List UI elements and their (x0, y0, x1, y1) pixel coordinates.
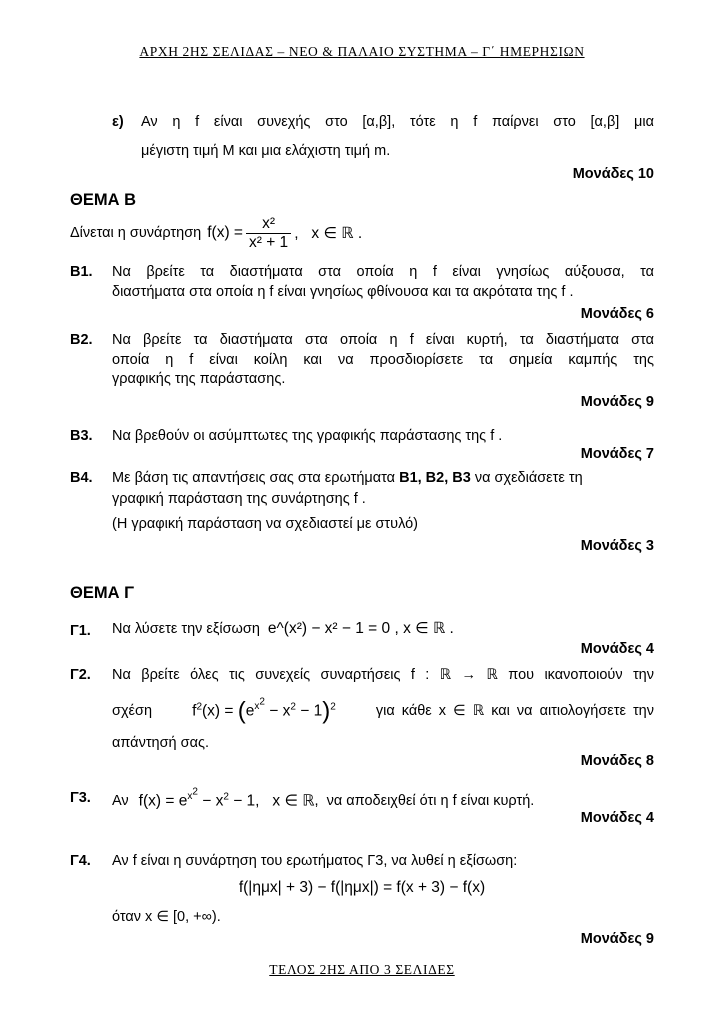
b2-label: Β2. (70, 332, 93, 348)
b2-marks: Μονάδες 9 (580, 394, 654, 410)
g4-line1: Αν f είναι η συνάρτηση του ερωτήματος Γ3, να λυθεί η εξίσωση: (112, 853, 518, 869)
item-e-line1: Αν η f είναι συνεχής στο [α,β], τότε η f παίρνει στο [α,β] μια (141, 114, 654, 130)
g1-text: Να λύσετε την εξίσωση (112, 621, 260, 637)
b3-label: Β3. (70, 428, 93, 444)
item-e-marks: Μονάδες 10 (572, 166, 654, 182)
item-e-label: ε) (112, 114, 124, 130)
g2-line2 (112, 697, 654, 725)
b2-line3: γραφικής της παράστασης. (112, 371, 286, 387)
function-fraction (246, 215, 291, 252)
function-lhs: f(x) = (207, 224, 243, 241)
b4-line1-pre: Με βάση τις απαντήσεις σας στα ερωτήματα (112, 470, 400, 486)
g2-label: Γ2. (70, 667, 91, 683)
g3-marks: Μονάδες 4 (580, 810, 654, 826)
b4-line1-post: να σχεδιάσετε τη (470, 470, 583, 486)
b4-line1 (112, 470, 654, 486)
b4-marks: Μονάδες 3 (580, 538, 654, 554)
fraction-denominator: x² + 1 (248, 233, 289, 251)
g2-line3: απάντησή σας. (112, 735, 209, 751)
b4-line3: (Η γραφική παράσταση να σχεδιαστεί με στυλό) (112, 516, 419, 532)
g4-marks: Μονάδες 9 (580, 931, 654, 947)
b1-line1: Να βρείτε τα διαστήματα στα οποία η f είναι γνησίως αύξουσα, τα (112, 264, 654, 280)
g4-equation: f(|ημx| + 3) − f(|ημx|) = f(x + 3) − f(x) (238, 879, 486, 896)
g2-line1: Να βρείτε όλες τις συνεχείς συναρτήσεις f : ℝ → ℝ που ικανοποιούν την (112, 667, 654, 683)
theme-g-title: ΘΕΜΑ Γ (70, 584, 135, 602)
function-domain: , x ∈ ℝ . (294, 224, 363, 242)
b4-refs: Β1, Β2, Β3 (399, 470, 471, 486)
g4-line3: όταν x ∈ [0, +∞). (112, 909, 221, 925)
page-footer: ΤΕΛΟΣ 2ΗΣ ΑΠΟ 3 ΣΕΛΙΔΕΣ (269, 962, 455, 977)
intro-text: Δίνεται η συνάρτηση (70, 225, 202, 241)
item-e-line2: μέγιστη τιμή Μ και μια ελάχιστη τιμή m. (141, 143, 391, 159)
b1-line2: διαστήματα στα οποία η f είναι γνησίως φθίνουσα και τα ακρότατα της f . (112, 284, 574, 300)
fraction-numerator: x² (246, 215, 291, 234)
g3-text-post: , να αποδειχθεί ότι η f είναι κυρτή. (314, 793, 535, 810)
b3-marks: Μονάδες 7 (580, 446, 654, 462)
b1-label: Β1. (70, 264, 93, 280)
g1-line (112, 619, 454, 638)
page-header: ΑΡΧΗ 2ΗΣ ΣΕΛΙΔΑΣ – ΝΕΟ & ΠΑΛΑΙΟ ΣΥΣΤΗΜΑ – Γ΄ ΗΜΕΡΗΣΙΩΝ (139, 44, 585, 59)
g1-label: Γ1. (70, 623, 91, 639)
g3-line (112, 787, 534, 810)
g1-marks: Μονάδες 4 (580, 641, 654, 657)
g4-label: Γ4. (70, 853, 91, 869)
g2-line2-pre: σχέση (112, 703, 153, 720)
g2-marks: Μονάδες 8 (580, 753, 654, 769)
theme-b-intro (70, 212, 362, 254)
theme-b-title: ΘΕΜΑ Β (70, 191, 136, 209)
g2-equation: $f^2(x) = (e^{x^2} - x^2 - 1)^2$ (192, 697, 336, 725)
g3-label: Γ3. (70, 790, 91, 806)
b1-marks: Μονάδες 6 (580, 306, 654, 322)
b2-line2: οποία η f είναι κοίλη και να προσδιορίσετε τα σημεία καμπής της (112, 352, 654, 368)
g1-equation: e^(x²) − x² − 1 = 0 , x ∈ ℝ . (267, 620, 454, 637)
b3-line1: Να βρεθούν οι ασύμπτωτες της γραφικής παράστασης της f . (112, 428, 503, 444)
g2-line2-post: για κάθε x ∈ ℝ και να αιτιολογήσετε την (375, 703, 654, 720)
g3-text-pre: Αν (112, 793, 129, 810)
g3-equation: $f(x) = e^{x^2} - x^2 - 1$, x ∈ ℝ (138, 787, 315, 810)
b2-line1: Να βρείτε τα διαστήματα στα οποία η f είναι κυρτή, τα διαστήματα στα (112, 332, 654, 348)
b4-label: Β4. (70, 470, 93, 486)
b4-line2: γραφική παράσταση της συνάρτησης f . (112, 491, 366, 507)
